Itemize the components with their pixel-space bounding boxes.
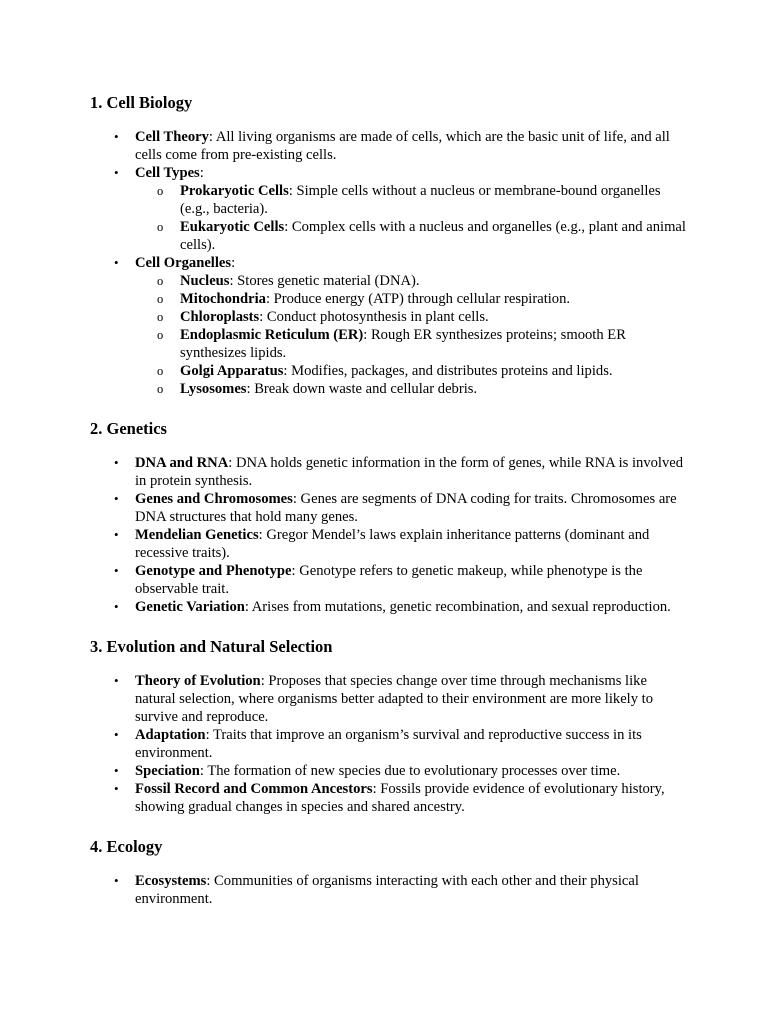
list-item xyxy=(90,562,690,598)
sub-list xyxy=(135,182,690,254)
item-term: Cell Types xyxy=(135,165,200,181)
circle-bullet-icon: o xyxy=(157,328,164,342)
sub-item-term: Chloroplasts xyxy=(180,309,260,325)
circle-bullet-icon: o xyxy=(157,364,164,378)
circle-bullet-icon: o xyxy=(157,292,164,306)
item-text: : Fossils provide evidence of evolutionary history, showing gradual changes in species and shared ancestry. xyxy=(135,781,665,815)
section-heading: 4. Ecology xyxy=(90,837,163,856)
list-item xyxy=(90,128,690,164)
sub-list-item xyxy=(135,308,690,326)
item-term: Genetic Variation xyxy=(135,599,245,615)
bullet-list xyxy=(90,872,690,908)
list-item xyxy=(90,526,690,562)
item-text: : xyxy=(231,255,236,271)
list-item xyxy=(90,254,690,398)
sub-item-text: : Complex cells with a nucleus and organelles (e.g., plant and animal cells). xyxy=(180,219,686,253)
item-text: : Gregor Mendel’s laws explain inheritance patterns (dominant and recessive traits). xyxy=(135,527,650,561)
item-text: : Proposes that species change over time through mechanisms like natural selection, where organisms better adapted to their environment are more likely to survive and reproduce. xyxy=(135,673,654,725)
item-text: : Arises from mutations, genetic recombination, and sexual reproduction. xyxy=(244,599,671,615)
circle-bullet-icon: o xyxy=(157,274,164,288)
section xyxy=(90,92,690,398)
bullet-icon: • xyxy=(114,873,119,888)
list-item xyxy=(90,454,690,490)
sub-item-text: : Simple cells without a nucleus or membrane-bound organelles (e.g., bacteria). xyxy=(180,183,661,217)
item-text: : DNA holds genetic information in the form of genes, while RNA is involved in protein synthesis. xyxy=(135,455,684,489)
list-item xyxy=(90,490,690,526)
list-item xyxy=(90,598,690,616)
bullet-icon: • xyxy=(114,129,119,144)
sub-list-item xyxy=(135,362,690,380)
item-term: Ecosystems xyxy=(135,873,207,889)
bullet-icon: • xyxy=(114,763,119,778)
section xyxy=(90,418,690,616)
bullet-list xyxy=(90,672,690,816)
item-term: Fossil Record and Common Ancestors xyxy=(135,781,373,797)
item-text: : All living organisms are made of cells, which are the basic unit of life, and all cells come from pre-existing cells. xyxy=(135,129,670,163)
sub-list-item xyxy=(135,290,690,308)
item-term: Speciation xyxy=(135,763,200,779)
list-item xyxy=(90,872,690,908)
item-term: DNA and RNA xyxy=(135,455,229,471)
item-text: : Genotype refers to genetic makeup, while phenotype is the observable trait. xyxy=(135,563,643,597)
sub-list-item xyxy=(135,218,690,254)
item-term: Mendelian Genetics xyxy=(135,527,259,543)
sub-item-term: Golgi Apparatus xyxy=(180,363,284,379)
bullet-icon: • xyxy=(114,527,119,542)
bullet-icon: • xyxy=(114,673,119,688)
sub-list xyxy=(135,272,690,398)
sub-item-term: Endoplasmic Reticulum (ER) xyxy=(180,327,364,343)
sub-item-term: Lysosomes xyxy=(180,381,247,397)
sub-list-item xyxy=(135,182,690,218)
section xyxy=(90,836,690,908)
circle-bullet-icon: o xyxy=(157,310,164,324)
item-term: Cell Theory xyxy=(135,129,209,145)
sub-item-term: Prokaryotic Cells xyxy=(180,183,289,199)
circle-bullet-icon: o xyxy=(157,220,164,234)
circle-bullet-icon: o xyxy=(157,184,164,198)
list-item xyxy=(90,780,690,816)
bullet-icon: • xyxy=(114,727,119,742)
sub-list-item xyxy=(135,380,690,398)
item-term: Genes and Chromosomes xyxy=(135,491,293,507)
item-term: Genotype and Phenotype xyxy=(135,563,292,579)
item-term: Adaptation xyxy=(135,727,206,743)
bullet-icon: • xyxy=(114,781,119,796)
bullet-list xyxy=(90,454,690,616)
sub-list-item xyxy=(135,272,690,290)
sub-item-term: Eukaryotic Cells xyxy=(180,219,285,235)
bullet-icon: • xyxy=(114,455,119,470)
bullet-icon: • xyxy=(114,599,119,614)
sub-item-text: : Rough ER synthesizes proteins; smooth ER synthesizes lipids. xyxy=(180,327,626,361)
section-heading: 1. Cell Biology xyxy=(90,93,193,112)
section-heading: 3. Evolution and Natural Selection xyxy=(90,637,333,656)
list-item xyxy=(90,164,690,254)
bullet-list xyxy=(90,128,690,398)
document-page xyxy=(90,92,690,928)
item-text: : Communities of organisms interacting with each other and their physical environment. xyxy=(135,873,639,907)
bullet-icon: • xyxy=(114,491,119,506)
sub-item-term: Nucleus xyxy=(180,273,230,289)
item-text: : Traits that improve an organism’s survival and reproductive success in its environment. xyxy=(135,727,642,761)
list-item xyxy=(90,726,690,762)
sub-item-text: : Produce energy (ATP) through cellular respiration. xyxy=(265,291,571,307)
list-item xyxy=(90,762,690,780)
sub-list-item xyxy=(135,326,690,362)
circle-bullet-icon: o xyxy=(157,382,164,396)
list-item xyxy=(90,672,690,726)
item-term: Cell Organelles xyxy=(135,255,232,271)
sub-item-text: : Break down waste and cellular debris. xyxy=(246,381,478,397)
item-term: Theory of Evolution xyxy=(135,673,261,689)
section xyxy=(90,636,690,816)
item-text: : xyxy=(199,165,204,181)
bullet-icon: • xyxy=(114,563,119,578)
section-heading: 2. Genetics xyxy=(90,419,167,438)
item-text: : The formation of new species due to evolutionary processes over time. xyxy=(199,763,621,779)
sub-item-text: : Stores genetic material (DNA). xyxy=(229,273,420,289)
bullet-icon: • xyxy=(114,255,119,270)
bullet-icon: • xyxy=(114,165,119,180)
item-text: : Genes are segments of DNA coding for traits. Chromosomes are DNA structures that hold many genes. xyxy=(135,491,677,525)
sub-item-text: : Conduct photosynthesis in plant cells. xyxy=(259,309,489,325)
sub-item-text: : Modifies, packages, and distributes proteins and lipids. xyxy=(283,363,613,379)
sub-item-term: Mitochondria xyxy=(180,291,266,307)
